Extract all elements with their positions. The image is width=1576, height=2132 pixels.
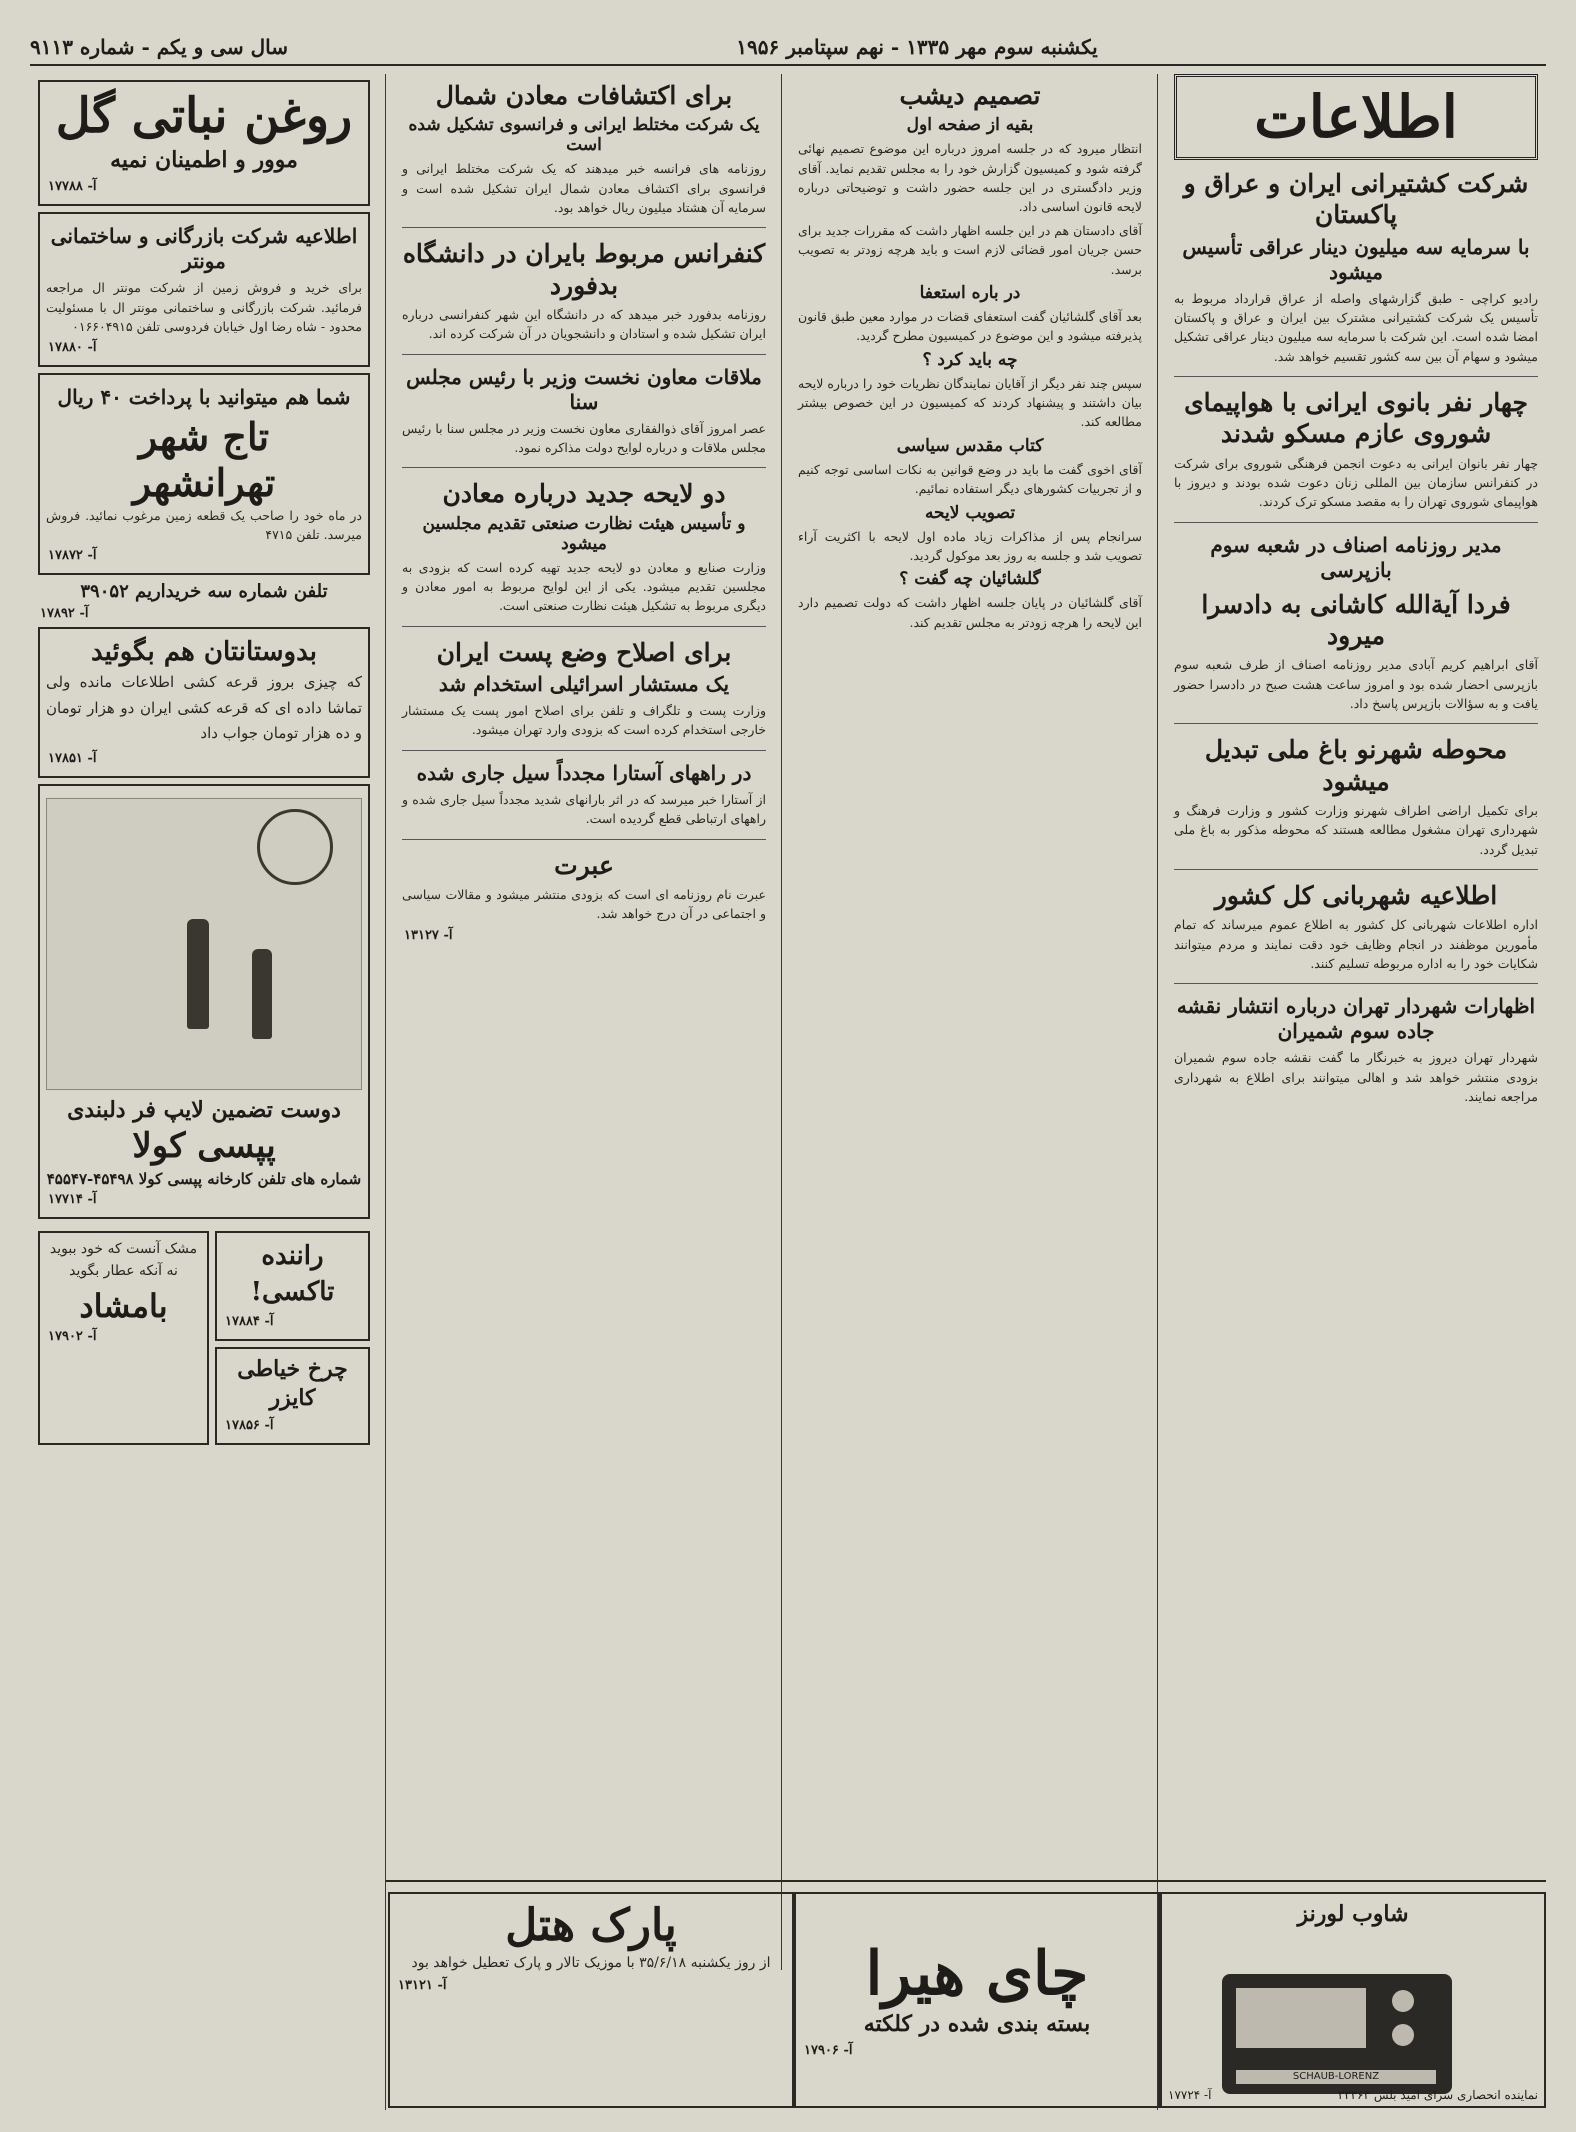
column-middle <box>394 74 774 1970</box>
column-news <box>1166 74 1546 2110</box>
article-shipping: رادیو کراچی - طبق گزارشهای واصله از عراق قرارداد مربوط به تأسیس یک شرکت کشتیرانی مشترک بین ایران و عراق و پاکستان امضا شده است. این شرکت با سرمایه سه میلیون دینار عراقی تشکیل میشود و سهام آن بین سه کشور تقسیم خواهد شد. <box>1174 290 1538 364</box>
headline-bedford: کنفرانس مربوط بایران در دانشگاه بدفورد <box>402 239 766 300</box>
article-women: چهار نفر بانوان ایرانی به دعوت انجمن فرهنگی شوروی برای شرکت در کنفرانس سازمان بین المللی زنان دعوت شده بودند و دیروز با هواپیمای شوروی تهران را به مقصد مسکو ترک کردند. <box>1174 455 1538 510</box>
ad-tea-code: آ- ۱۷۹۰۶ <box>804 2043 853 2059</box>
ad-bamshad <box>38 1231 209 1445</box>
article-decision-5: آقای اخوی گفت ما باید در وضع قوانین به نکات اساسی توجه کنیم و از تجربیات کشورهای دیگر استفاده نمائیم. <box>798 461 1142 497</box>
subhead-golshaian: گلشائیان چه گفت ؟ <box>899 569 1041 590</box>
ad-tajshahr-body: در ماه خود را صاحب یک قطعه زمین مرغوب نمائید. فروش میرسد. تلفن ۴۷۱۵ <box>46 507 362 542</box>
headline-shahrno: محوطه شهرنو باغ ملی تبدیل میشود <box>1204 735 1508 796</box>
subhead-mines: یک شرکت مختلط ایرانی و فرانسوی تشکیل شده است <box>408 115 760 156</box>
headline-shipping: شرکت کشتیرانی ایران و عراق و پاکستان <box>1183 169 1529 230</box>
ad-tajshahr-title: شما هم میتوانید با پرداخت ۴۰ ریال <box>57 385 351 410</box>
ad-radio-sub: SCHAUB-LORENZ <box>1236 2070 1436 2084</box>
ad-radio <box>1160 1892 1546 2108</box>
ad-tea-sub: بسته بندی شده در کلکته <box>863 2010 1091 2037</box>
subhead-what-to-do: چه باید کرد ؟ <box>922 349 1018 370</box>
issue-number: سال سی و یکم - شماره ۹۱۱۳ <box>30 35 288 59</box>
subhead-resignation: در باره استعفا <box>919 282 1021 303</box>
issue-date: یکشنبه سوم مهر ۱۳۳۵ - نهم سپتامبر ۱۹۵۶ <box>736 35 1098 59</box>
article-police: اداره اطلاعات شهربانی کل کشور به اطلاع عموم میرساند که تمام مأمورین موظفند در انجام وظایف خود دقت نمایند و مردم میتوانند شکایات خود را به اداره مربوطه تسلیم کنند. <box>1174 917 1538 971</box>
ad-tea-title: چای هیرا <box>865 1938 1089 2009</box>
ad-tajshahr-big1: تاج شهر <box>138 414 270 460</box>
ad-pepsi-code: آ- ۱۷۷۱۴ <box>48 1192 97 1208</box>
continued-label: بقیه از صفحه اول <box>906 115 1034 136</box>
headline-mines: برای اکتشافات معادن شمال <box>435 81 733 110</box>
headline-flood: در راههای آستارا مجدداً سیل جاری شده <box>416 760 752 785</box>
ad-golnabati-brand: روغن نباتی گل <box>55 88 353 144</box>
ad-lottery-code: آ- ۱۷۸۵۱ <box>48 750 97 766</box>
headline-decision: تصمیم دیشب <box>899 81 1041 110</box>
article-decision-4: سپس چند نفر دیگر از آقایان نمایندگان نظریات خود را درباره لایحه بیان داشتند و پیشنهاد کردند که کمیسیون در این خصوص بیشتر مطالعه کند. <box>798 375 1142 430</box>
article-decision-2: آقای دادستان هم در این جلسه اظهار داشت که مقررات جدید برای حسن جریان امور قضائی لازم است و باید هرچه زودتر به تصویب برسد. <box>798 222 1142 277</box>
ad-monter-body: برای خرید و فروش زمین از شرکت مونتر ال مراجعه فرمائید. شرکت بازرگانی و ساختمانی مونتر ال با مسئولیت محدود - شاه رضا اول خیابان فردوسی تلفن ۰۱۶۶۰۴۹۱۵ <box>46 280 362 335</box>
article-flood: از آستارا خبر میرسد که در اثر بارانهای شدید مجدداً سیل جاری شده و راههای ارتباطی قطع گردیده است. <box>402 791 766 827</box>
ad-taxi <box>215 1231 370 1340</box>
subhead-shipping: با سرمایه سه میلیون دینار عراقی تأسیس میشود <box>1182 234 1530 284</box>
headline-women: چهار نفر بانوی ایرانی با هواپیمای شوروی عازم مسکو شدند <box>1184 388 1528 449</box>
subhead-book: کتاب مقدس سیاسی <box>896 435 1044 456</box>
article-mines: روزنامه های فرانسه خبر میدهند که یک شرکت مختلط ایرانی و فرانسوی برای اکتشاف معادن شمال ایران تشکیل شده است و سرمایه آن هشتاد میلیون ریال خواهد بود. <box>402 161 766 215</box>
ad-radio-code: آ- ۱۷۷۲۴ <box>1168 2088 1212 2102</box>
article-mayor: شهردار تهران دیروز به خبرنگار ما گفت نقشه جاده سوم شمیران بزودی منتشر خواهد شد و اهالی میتوانند برای اطلاع به شهرداری مراجعه نمایند. <box>1174 1050 1538 1104</box>
ad-bamshad-text: مشک آنست که خود ببوید نه آنکه عطار بگوید <box>49 1241 198 1280</box>
ad-golnabati <box>38 80 370 206</box>
article-bills: وزارت صنایع و معادن دو لایحه جدید تهیه کرده است که بزودی به مجلسین تقدیم میشود. یکی از این لوایح مربوط به امور معادن و دیگری مربوط به تشکیل هیئت نظارت صنعتی است. <box>402 559 766 614</box>
headline-post: برای اصلاح وضع پست ایران <box>436 637 732 667</box>
headline-senate: ملاقات معاون نخست وزیر با رئیس مجلس سنا <box>406 364 762 414</box>
column-ads <box>30 74 378 2110</box>
ad-hotel-sub: از روز یکشنبه ۳۵/۶/۱۸ با موزیک تالار و پارک تعطیل خواهد بود <box>411 1954 771 1971</box>
article-decision-3: بعد آقای گلشائیان گفت استعفای قضات در موارد معین طبق قانون پذیرفته میشود و این موضوع در کمیسیون مطرح گردید. <box>798 308 1142 344</box>
subhead-approval: تصویب لایحه <box>924 502 1016 523</box>
article-senate: عصر امروز آقای ذوالفقاری معاون نخست وزیر در مجلس سنا با رئیس مجلس ملاقات و درباره لوایح دولت مذاکره نمود. <box>402 420 766 455</box>
article-post: وزارت پست و تلگراف و تلفن برای اصلاح امور پست یک مستشار خارجی استخدام کرده است که بزودی وارد تهران میشود. <box>402 703 766 738</box>
column-parliament <box>790 74 1150 1970</box>
ad-hotel <box>388 1892 794 2108</box>
ad-lottery <box>38 627 370 778</box>
ad-golnabati-sub: موور و اطمینان نمیه <box>110 146 298 173</box>
ad-lottery-title: بدوستانتان هم بگوئید <box>91 637 317 668</box>
article-ebrat: عبرت نام روزنامه ای است که بزودی منتشر میشود و مقالات سیاسی و اجتماعی در آن درج خواهد شد. <box>402 886 766 922</box>
ad-tea <box>794 1892 1160 2108</box>
ad-pepsi <box>38 784 370 1219</box>
ad-code-ebrat: آ- ۱۳۱۲۷ <box>404 927 453 943</box>
ad-hotel-code: آ- ۱۳۱۲۱ <box>398 1978 447 1994</box>
ad-taxi-code: آ- ۱۷۸۸۴ <box>225 1313 274 1329</box>
article-decision-1: انتظار میرود که در جلسه امروز درباره این موضوع تصمیم نهائی گرفته شود و کمیسیون گزارش خود را به مجلس تقدیم نماید. آقای وزیر دادگستری در این جلسه حضور داشت و توضیحاتی درباره لایحه قانون اساسی داد. <box>798 141 1142 215</box>
ad-radio-brand: شاوب لورنز <box>1297 1901 1409 1927</box>
ad-hotel-title: پارک هتل <box>505 1900 677 1951</box>
article-editor: آقای ابراهیم کریم آبادی مدیر روزنامه اصناف از طرف شعبه سوم بازپرسی احضار شده بود و امروز ساعت هشت صبح در دادسرا حضور یافت و به سؤالات بازپرس پاسخ داد. <box>1174 657 1538 711</box>
ad-radio-note: نماینده انحصاری سرای امید بلس ۳۳۳۶۳ <box>1337 2088 1538 2102</box>
headline-ebrat: عبرت <box>554 850 614 880</box>
ad-kaiser <box>215 1347 370 1445</box>
subhead-post: یک مستشار اسرائیلی استخدام شد <box>438 672 730 696</box>
ad-tajshahr <box>38 373 370 575</box>
ad-monter-title: اطلاعیه شرکت بازرگانی و ساختمانی مونتر <box>50 224 358 274</box>
ad-kaiser-title: چرخ خیاطی کایزر <box>237 1355 348 1412</box>
ad-lottery-body: که چیزی بروز قرعه کشی اطلاعات مانده ولی تماشا داده ای که قرعه کشی ایران دو هزار تومان و ده هزار تومان جواب داد <box>46 673 362 743</box>
ad-kaiser-code: آ- ۱۷۸۵۶ <box>225 1417 274 1433</box>
article-decision-6: سرانجام پس از مذاکرات زیاد ماده اول لایحه با اکثریت آراء تصویب شد و جلسه به روز بعد موکول گردید. <box>798 528 1142 563</box>
ad-tajshahr-big2: تهرانشهر <box>132 460 276 505</box>
subhead-bills: و تأسیس هیئت نظارت صنعتی تقدیم مجلسین میشود <box>422 513 746 554</box>
subhead-kashani: فردا آیةالله کاشانی به دادسرا میرود <box>1201 589 1511 650</box>
ad-bamshad-brand: بامشاد <box>79 1286 168 1325</box>
ad-phone-code: آ- ۱۷۸۹۲ <box>40 606 89 622</box>
top-bar <box>30 30 1546 66</box>
ad-pepsi-phone: شماره های تلفن کارخانه پپسی کولا ۴۵۴۹۸-۴۵۵۴۷ <box>46 1170 362 1189</box>
article-decision-7: آقای گلشائیان در پایان جلسه اظهار داشت که دولت تصمیم دارد این لایحه را هرچه زودتر به مجلس تقدیم کند. <box>798 595 1142 630</box>
ad-monter <box>38 212 370 367</box>
ad-phone-wanted: تلفن شماره سه خریداریم ۳۹۰۵۲ <box>80 581 328 603</box>
ad-bamshad-code: آ- ۱۷۹۰۲ <box>48 1329 97 1345</box>
ad-golnabati-code: آ- ۱۷۷۸۸ <box>48 179 97 195</box>
pepsi-illustration <box>46 798 362 1090</box>
ad-taxi-title: راننده تاکسی! <box>250 1241 335 1307</box>
masthead: اطلاعات <box>1174 74 1538 160</box>
bottom-ads <box>386 1880 1546 2110</box>
headline-bills: دو لایحه جدید درباره معادن <box>442 479 726 509</box>
ad-pepsi-title: دوست تضمین لایپ فر دلبندی <box>67 1096 341 1123</box>
ad-tajshahr-code: آ- ۱۷۸۷۲ <box>48 548 97 564</box>
ad-monter-code: آ- ۱۷۸۸۰ <box>48 340 97 356</box>
radio-illustration <box>1222 1974 1452 2094</box>
headline-mayor: اظهارات شهردار تهران درباره انتشار نقشه جاده سوم شمیران <box>1176 994 1536 1044</box>
ad-pepsi-sub: پپسی کولا <box>132 1125 276 1166</box>
article-shahrno: برای تکمیل اراضی اطراف شهرنو وزارت کشور و وزارت فرهنگ و شهرداری تهران مشغول مطالعه هستند که محوطه مذکور به باغ ملی تبدیل گردد. <box>1174 802 1538 857</box>
newspaper-page <box>30 30 1546 2110</box>
article-bedford: روزنامه بدفورد خبر میدهد که در دانشگاه این شهر کنفرانسی درباره ایران تشکیل شده و استادان و دانشجویان در آن شرکت کرده اند. <box>402 306 766 342</box>
headline-police: اطلاعیه شهربانی کل کشور <box>1214 880 1498 910</box>
headline-editor: مدیر روزنامه اصناف در شعبه سوم بازپرسی <box>1210 532 1502 582</box>
